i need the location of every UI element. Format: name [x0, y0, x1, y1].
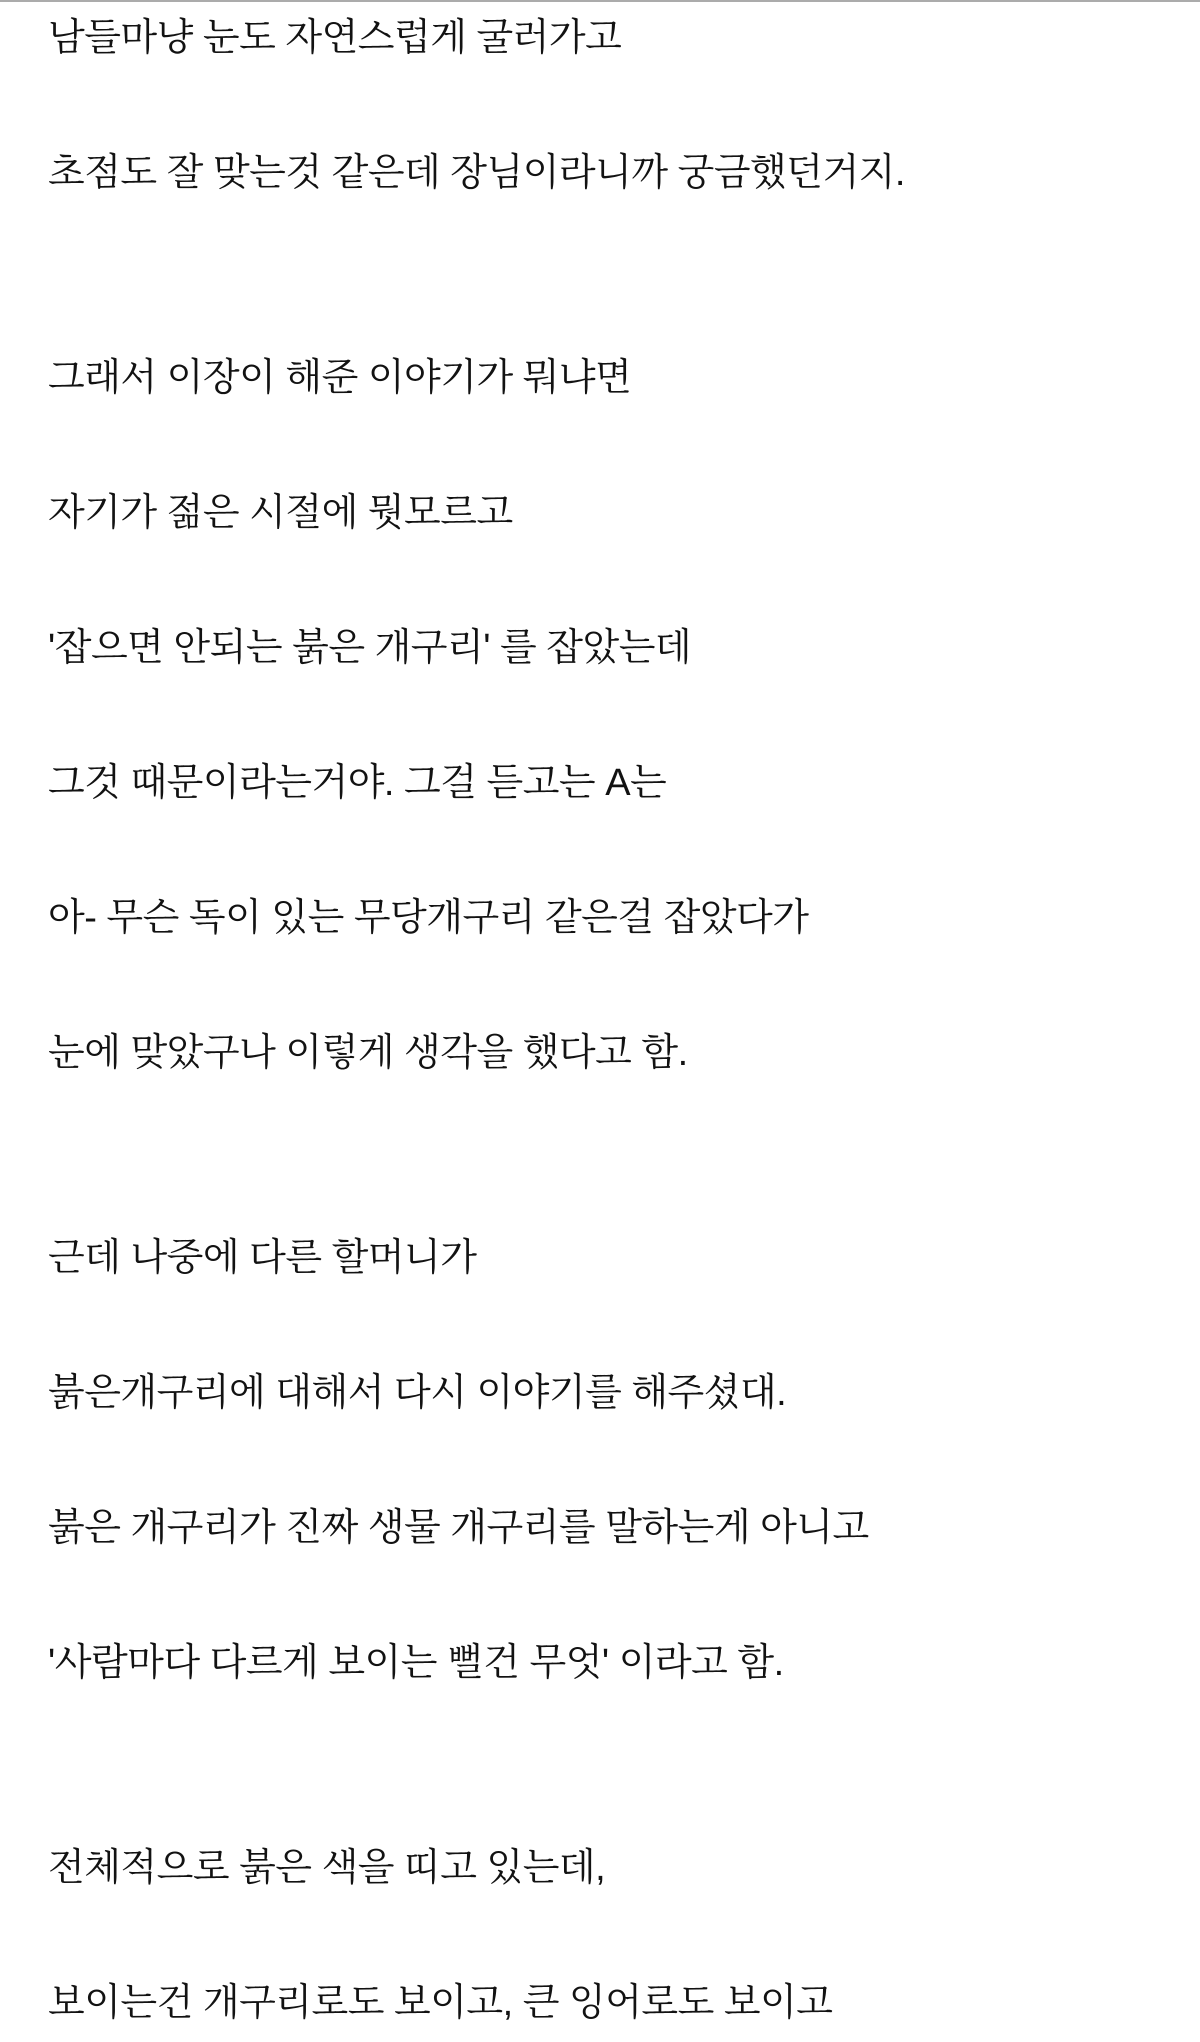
- text-line: 자기가 젊은 시절에 뭣모르고: [48, 492, 513, 534]
- text-line: 보이는건 개구리로도 보이고, 큰 잉어로도 보이고: [48, 1982, 833, 2024]
- text-line: 그래서 이장이 해준 이야기가 뭐냐면: [48, 357, 632, 399]
- text-line: 붉은 개구리가 진짜 생물 개구리를 말하는게 아니고: [48, 1507, 869, 1549]
- text-line: 아- 무슨 독이 있는 무당개구리 같은걸 잡았다가: [48, 897, 809, 939]
- text-line: '잡으면 안되는 붉은 개구리' 를 잡았는데: [48, 627, 692, 669]
- text-line: 전체적으로 붉은 색을 띠고 있는데,: [48, 1847, 606, 1889]
- text-line: 눈에 맞았구나 이렇게 생각을 했다고 함.: [48, 1032, 688, 1074]
- text-line: 그것 때문이라는거야. 그걸 듣고는 A는: [48, 762, 667, 804]
- text-line: 붉은개구리에 대해서 다시 이야기를 해주셨대.: [48, 1372, 787, 1414]
- text-line: '사람마다 다르게 보이는 뻘건 무엇' 이라고 함.: [48, 1642, 784, 1684]
- text-line: 남들마냥 눈도 자연스럽게 굴러가고: [48, 17, 622, 59]
- text-line: 근데 나중에 다른 할머니가: [48, 1237, 477, 1279]
- text-line: 초점도 잘 맞는것 같은데 장님이라니까 궁금했던거지.: [48, 152, 905, 194]
